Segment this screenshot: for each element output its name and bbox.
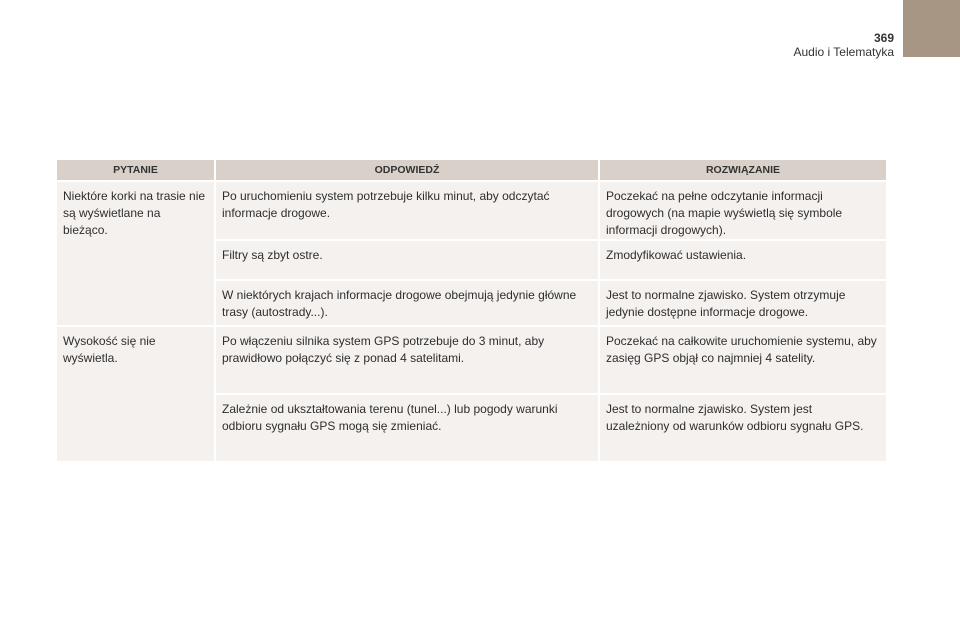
page-number: 369 xyxy=(873,31,894,45)
answer-cell: W niektórych krajach informacje drogowe obejmują jedynie główne trasy (autostrady...). xyxy=(216,279,600,325)
solution-cell: Poczekać na pełne odczytanie informacji drogowych (na mapie wyświetlą się symbole informacji drogowych). xyxy=(600,180,886,239)
answer-cell: Zależnie od ukształtowania terenu (tunel...) lub pogody warunki odbioru sygnału GPS mogą się zmieniać. xyxy=(216,393,600,461)
question-cell: Wysokość się nie wyświetla. xyxy=(57,325,216,461)
answer-cell: Po włączeniu silnika system GPS potrzebuje do 3 minut, aby prawidłowo połączyć się z ponad 4 satelitami. xyxy=(216,325,600,393)
faq-table xyxy=(57,160,886,461)
solution-cell: Jest to normalne zjawisko. System otrzymuje jedynie dostępne informacje drogowe. xyxy=(600,279,886,325)
column-header-question: PYTANIE xyxy=(57,160,216,180)
answer-cell: Po uruchomieniu system potrzebuje kilku minut, aby odczytać informacje drogowe. xyxy=(216,180,600,239)
column-header-answer: ODPOWIEDŹ xyxy=(216,160,600,180)
table-row xyxy=(57,180,886,239)
section-title: Audio i Telematyka xyxy=(793,45,894,59)
chapter-tab xyxy=(903,0,960,57)
question-cell: Niektóre korki na trasie nie są wyświetlane na bieżąco. xyxy=(57,180,216,325)
answer-cell: Filtry są zbyt ostre. xyxy=(216,239,600,279)
solution-cell: Jest to normalne zjawisko. System jest uzależniony od warunków odbioru sygnału GPS. xyxy=(600,393,886,461)
solution-cell: Poczekać na całkowite uruchomienie systemu, aby zasięg GPS objął co najmniej 4 satelity. xyxy=(600,325,886,393)
table-row xyxy=(57,325,886,393)
column-header-solution: ROZWIĄZANIE xyxy=(600,160,886,180)
solution-cell: Zmodyfikować ustawienia. xyxy=(600,239,886,279)
table-header-row xyxy=(57,160,886,180)
